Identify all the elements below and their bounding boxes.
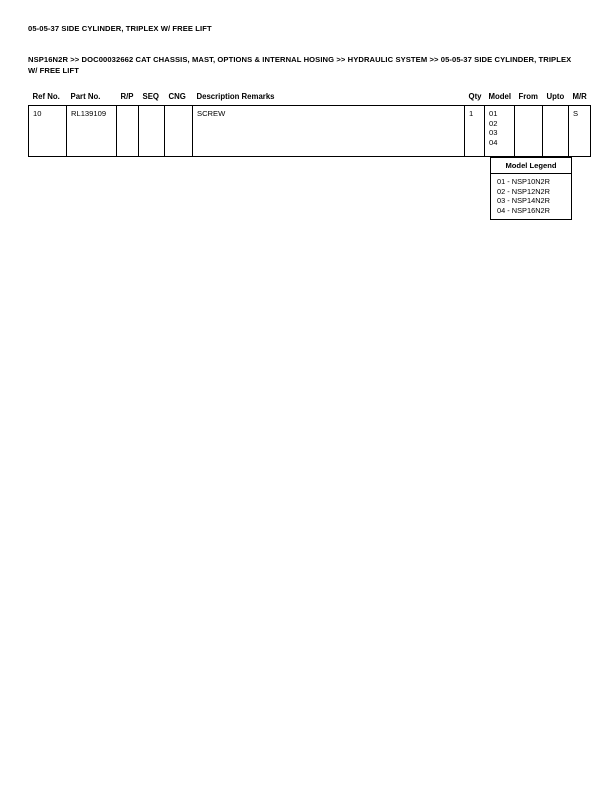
- model-code: 03: [489, 128, 498, 138]
- cell-upto: [543, 106, 569, 157]
- header-ref-no: Ref No.: [32, 92, 60, 101]
- cell-model: [485, 106, 515, 157]
- header-model: Model: [488, 92, 512, 101]
- header-upto: Upto: [546, 92, 565, 101]
- model-legend-body: [491, 174, 571, 219]
- model-legend-title: Model Legend: [491, 158, 571, 174]
- list-item: 04 - NSP16N2R: [497, 205, 550, 215]
- table-header-row: [29, 92, 591, 106]
- parts-table: [28, 92, 591, 157]
- header-seq: SEQ: [142, 92, 159, 101]
- list-item: 03 - NSP14N2R: [497, 196, 550, 206]
- breadcrumb: NSP16N2R >> DOC00032662 CAT CHASSIS, MAST, OPTIONS & INTERNAL HOSING >> HYDRAULIC SYSTEM >> 05-05-37 SIDE CYLINDER, TRIPLEX W/ FREE LIFT: [28, 55, 572, 75]
- model-code: 04: [489, 137, 498, 147]
- cell-mr: S: [569, 106, 591, 157]
- model-legend: [490, 157, 572, 220]
- cell-cng: [165, 106, 193, 157]
- header-cng: CNG: [168, 92, 186, 101]
- header-from: From: [518, 92, 538, 101]
- list-item: 01 - NSP10N2R: [497, 177, 550, 186]
- header-mr: M/R: [572, 92, 587, 101]
- cell-qty: 1: [465, 106, 485, 157]
- model-code: 01: [489, 109, 498, 118]
- cell-ref-no: 10: [29, 106, 67, 157]
- cell-description: SCREW: [193, 106, 465, 157]
- cell-rp: [117, 106, 139, 157]
- header-description: Description Remarks: [196, 92, 275, 101]
- header-rp: R/P: [120, 92, 134, 101]
- cell-part-no: RL139109: [67, 106, 117, 157]
- cell-seq: [139, 106, 165, 157]
- cell-from: [515, 106, 543, 157]
- page-title: 05-05-37 SIDE CYLINDER, TRIPLEX W/ FREE LIFT: [28, 24, 212, 33]
- header-qty: Qty: [468, 92, 482, 101]
- table-row: [29, 106, 591, 157]
- list-item: 02 - NSP12N2R: [497, 186, 550, 196]
- header-part-no: Part No.: [70, 92, 101, 101]
- model-code: 02: [489, 118, 498, 128]
